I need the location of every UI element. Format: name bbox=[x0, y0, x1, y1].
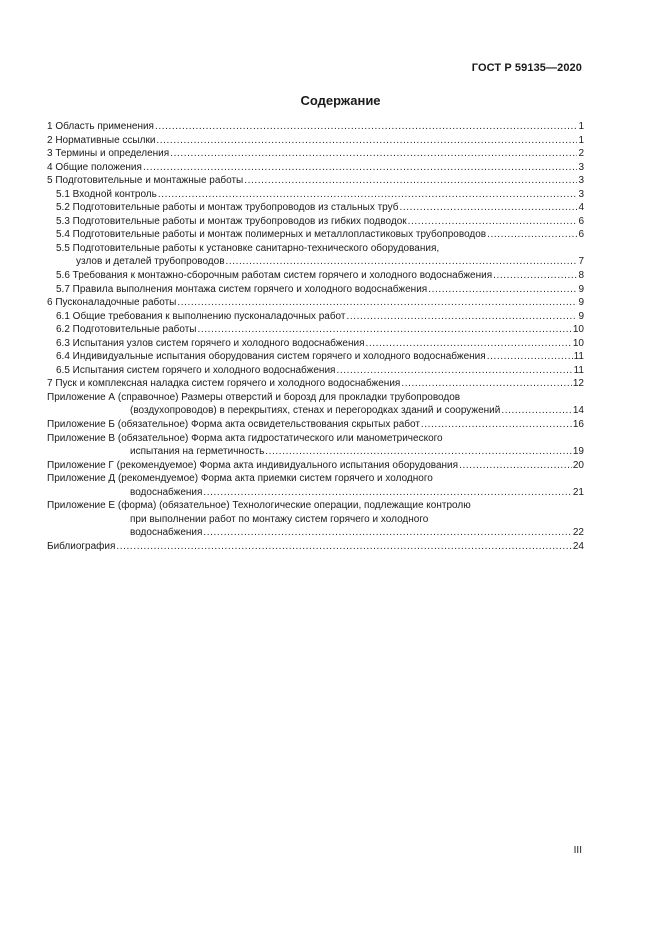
toc-entry-text: 5.6 Требования к монтажно-сборочным работам систем горячего и холодного водоснабжения bbox=[56, 270, 493, 282]
toc-entry-text: 5 Подготовительные и монтажные работы bbox=[47, 175, 244, 187]
toc-entry-text: испытания на герметичность bbox=[130, 446, 265, 458]
toc-entry-first-line[interactable]: Приложение В (обязательное) Форма акта гидростатического или манометрического bbox=[47, 432, 443, 444]
document-code: ГОСТ Р 59135—2020 bbox=[471, 62, 582, 74]
dot-leader bbox=[198, 323, 572, 337]
toc-entry[interactable] bbox=[47, 215, 584, 229]
toc-entry[interactable] bbox=[47, 540, 584, 554]
toc-entry-text: водоснабжения bbox=[130, 486, 203, 498]
toc-page-number: 20 bbox=[572, 459, 584, 471]
toc-entry-text: 6.2 Подготовительные работы bbox=[56, 324, 197, 336]
toc-entry-first-line[interactable]: 5.5 Подготовительные работы к установке санитарно-технического оборудования, bbox=[56, 242, 440, 254]
toc-page-number: 24 bbox=[572, 540, 584, 552]
toc-page-number: 10 bbox=[572, 337, 584, 349]
toc-entry[interactable] bbox=[47, 323, 584, 337]
dot-leader bbox=[493, 269, 577, 283]
toc-entry[interactable] bbox=[47, 269, 584, 283]
toc-page-number: 7 bbox=[578, 256, 584, 268]
toc-entry[interactable] bbox=[47, 526, 584, 540]
dot-leader bbox=[487, 228, 577, 242]
toc-entry[interactable] bbox=[47, 350, 584, 364]
toc-entry-text: водоснабжения bbox=[130, 527, 203, 539]
dot-leader bbox=[265, 445, 572, 459]
toc-entry-text: 6 Пусконаладочные работы bbox=[47, 297, 177, 309]
toc-entry-first-line[interactable]: Приложение Д (рекомендуемое) Форма акта приемки систем горячего и холодного bbox=[47, 473, 433, 485]
toc-entry-text: 4 Общие положения bbox=[47, 161, 142, 173]
toc-page-number: 6 bbox=[578, 215, 584, 227]
toc-page-number: 1 bbox=[578, 121, 584, 132]
dot-leader bbox=[401, 377, 572, 391]
dot-leader bbox=[158, 188, 578, 202]
dot-leader bbox=[203, 486, 571, 500]
toc-entry-middle-line: при выполнении работ по монтажу систем горячего и холодного bbox=[130, 513, 429, 525]
toc-entry-first-line[interactable]: Приложение Е (форма) (обязательное) Технологические операции, подлежащие контролю bbox=[47, 500, 471, 512]
toc-page-number: 6 bbox=[578, 229, 584, 241]
toc-page-number: 19 bbox=[572, 446, 584, 458]
dot-leader bbox=[421, 418, 572, 432]
toc-entry-text: Приложение Б (обязательное) Форма акта освидетельствования скрытых работ bbox=[47, 419, 420, 431]
toc-page-number: 22 bbox=[572, 527, 584, 539]
dot-leader bbox=[501, 404, 572, 418]
table-of-contents bbox=[47, 120, 584, 554]
toc-page-number: 3 bbox=[578, 161, 584, 173]
toc-page-number: 2 bbox=[578, 148, 584, 160]
toc-page-number: 9 bbox=[578, 297, 584, 309]
toc-entry[interactable] bbox=[47, 174, 584, 188]
dot-leader bbox=[244, 174, 577, 188]
toc-entry[interactable] bbox=[47, 310, 584, 324]
toc-entry-text: узлов и деталей трубопроводов bbox=[76, 256, 225, 268]
toc-entry-text: 6.3 Испытания узлов систем горячего и холодного водоснабжения bbox=[56, 337, 365, 349]
toc-entry[interactable] bbox=[47, 418, 584, 432]
toc-entry-text: 7 Пуск и комплексная наладка систем горячего и холодного водоснабжения bbox=[47, 378, 401, 390]
dot-leader bbox=[428, 283, 577, 297]
toc-entry-text: Приложение Г (рекомендуемое) Форма акта индивидуального испытания оборудования bbox=[47, 459, 459, 471]
page-number: III bbox=[573, 845, 582, 856]
toc-page-number: 14 bbox=[572, 405, 584, 417]
toc-entry[interactable] bbox=[47, 228, 584, 242]
dot-leader bbox=[143, 161, 578, 175]
dot-leader bbox=[226, 255, 578, 269]
toc-page-number: 10 bbox=[572, 324, 584, 336]
dot-leader bbox=[346, 310, 577, 324]
toc-entry[interactable] bbox=[47, 283, 584, 297]
toc-page-number: 16 bbox=[572, 419, 584, 431]
toc-entry[interactable] bbox=[47, 201, 584, 215]
dot-leader bbox=[155, 120, 577, 134]
toc-page-number: 12 bbox=[572, 378, 584, 390]
toc-entry[interactable] bbox=[47, 459, 584, 473]
toc-entry[interactable] bbox=[47, 364, 584, 378]
toc-entry[interactable] bbox=[47, 120, 584, 134]
toc-entry-text: 6.1 Общие требования к выполнению пусконаладочных работ bbox=[56, 310, 346, 322]
toc-page-number: 21 bbox=[572, 486, 584, 498]
toc-entry-text: 5.3 Подготовительные работы и монтаж трубопроводов из гибких подводок bbox=[56, 215, 407, 227]
dot-leader bbox=[487, 350, 573, 364]
toc-entry-text: 3 Термины и определения bbox=[47, 148, 170, 160]
toc-page-number: 3 bbox=[578, 188, 584, 200]
toc-entry[interactable] bbox=[47, 161, 584, 175]
toc-entry-text: 6.4 Индивидуальные испытания оборудования систем горячего и холодного водоснабжения bbox=[56, 351, 486, 363]
toc-entry[interactable] bbox=[47, 486, 584, 500]
dot-leader bbox=[459, 459, 572, 473]
toc-entry-text: (воздухопроводов) в перекрытиях, стенах и перегородках зданий и сооружений bbox=[130, 405, 501, 417]
toc-entry-text: 5.7 Правила выполнения монтажа систем горячего и холодного водоснабжения bbox=[56, 283, 428, 295]
page-title: Содержание bbox=[300, 93, 381, 108]
toc-entry[interactable] bbox=[47, 296, 584, 310]
toc-entry-text: Библиография bbox=[47, 540, 116, 552]
toc-entry[interactable] bbox=[47, 404, 584, 418]
toc-page-number: 9 bbox=[578, 283, 584, 295]
dot-leader bbox=[399, 201, 577, 215]
dot-leader bbox=[116, 540, 571, 554]
toc-page-number: 9 bbox=[578, 310, 584, 322]
toc-page-number: 11 bbox=[573, 351, 584, 363]
dot-leader bbox=[170, 147, 577, 161]
toc-entry-first-line[interactable]: Приложение А (справочное) Размеры отверстий и борозд для прокладки трубопроводов bbox=[47, 391, 461, 403]
dot-leader bbox=[156, 134, 577, 148]
dot-leader bbox=[366, 337, 572, 351]
dot-leader bbox=[336, 364, 572, 378]
toc-page-number: 4 bbox=[578, 202, 584, 214]
dot-leader bbox=[408, 215, 578, 229]
toc-entry-text: 1 Область применения bbox=[47, 121, 154, 132]
toc-entry[interactable] bbox=[47, 147, 584, 161]
toc-entry-text: 5.1 Входной контроль bbox=[56, 188, 157, 200]
toc-page-number: 8 bbox=[578, 270, 584, 282]
toc-page-number: 1 bbox=[578, 134, 584, 146]
toc-entry[interactable] bbox=[47, 255, 584, 269]
toc-entry[interactable] bbox=[47, 337, 584, 351]
toc-entry[interactable] bbox=[47, 377, 584, 391]
toc-entry-text: 2 Нормативные ссылки bbox=[47, 134, 156, 146]
toc-page-number: 3 bbox=[578, 175, 584, 187]
toc-entry-text: 6.5 Испытания систем горячего и холодного водоснабжения bbox=[56, 364, 336, 376]
toc-page-number: 11 bbox=[573, 364, 584, 376]
toc-entry[interactable] bbox=[47, 445, 584, 459]
dot-leader bbox=[177, 296, 577, 310]
toc-entry[interactable] bbox=[47, 134, 584, 148]
toc-entry-text: 5.2 Подготовительные работы и монтаж трубопроводов из стальных труб bbox=[56, 202, 399, 214]
dot-leader bbox=[203, 526, 571, 540]
toc-entry[interactable] bbox=[47, 188, 584, 202]
toc-entry-text: 5.4 Подготовительные работы и монтаж полимерных и металлопластиковых трубопроводов bbox=[56, 229, 487, 241]
